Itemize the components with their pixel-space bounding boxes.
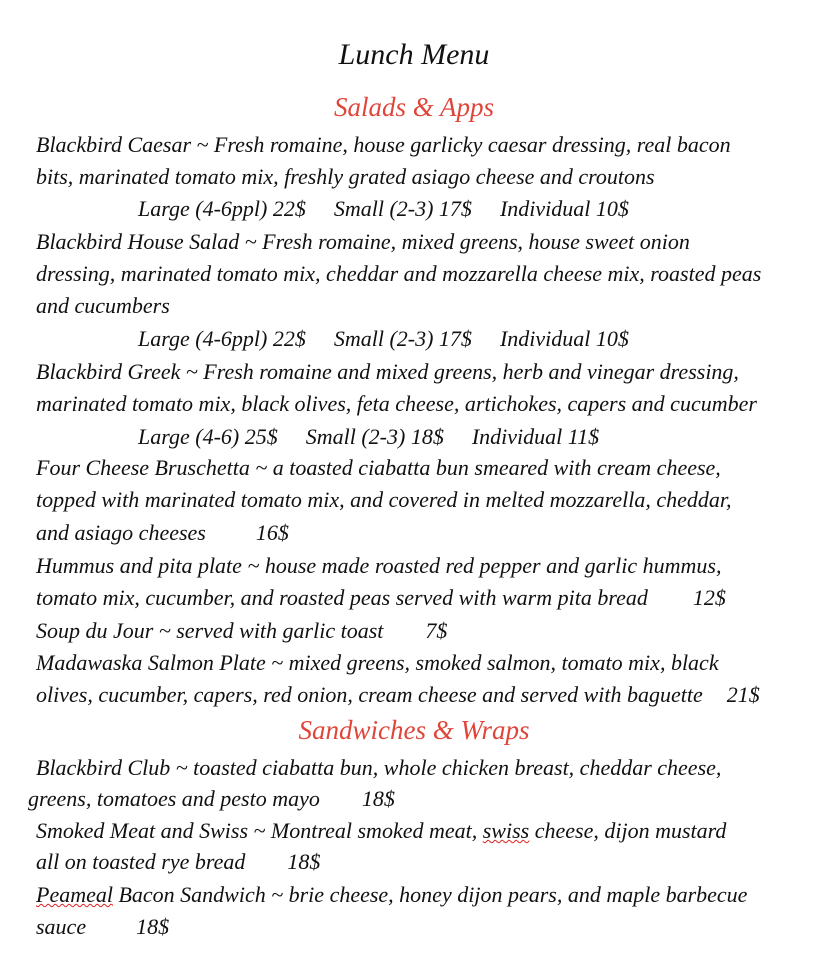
menu-item-club: Blackbird Club ~ toasted ciabatta bun, whole chicken breast, cheddar cheese, [36,755,722,780]
desc-text: cheese, dijon mustard [529,818,727,843]
desc-text: tomato mix, cucumber, and roasted peas served with warm pita bread [36,585,648,610]
caesar-sizes [138,195,629,223]
desc-text: all on toasted rye bread [36,849,246,874]
size-price: Large (4-6) 25$ [138,424,278,449]
desc-text: Bacon Sandwich ~ brie cheese, honey dijon pears, and maple barbecue [112,882,748,907]
desc-text: olives, cucumber, capers, red onion, cream cheese and served with baguette [36,682,703,707]
misspelled-word[interactable]: swiss [482,818,530,843]
menu-item-greek-desc: marinated tomato mix, black olives, feta cheese, artichokes, capers and cucumber [36,391,757,416]
page-title: Lunch Menu [338,38,490,71]
greek-sizes [138,423,599,451]
section-heading-sandwiches: Sandwiches & Wraps [298,715,530,745]
size-price: Large (4-6ppl) 22$ [138,196,306,221]
menu-item-house-salad: Blackbird House Salad ~ Fresh romaine, mixed greens, house sweet onion [36,229,690,254]
menu-item-smoked-meat [36,817,726,845]
menu-item-greek: Blackbird Greek ~ Fresh romaine and mixed greens, herb and vinegar dressing, [36,359,739,384]
price: 18$ [136,914,170,939]
desc-text: and asiago cheeses [36,520,206,545]
section-heading-salads: Salads & Apps [333,92,495,122]
menu-item-hummus: Hummus and pita plate ~ house made roasted red pepper and garlic hummus, [36,553,722,578]
menu-item-peameal [36,881,747,909]
size-price: Small (2-3) 17$ [333,326,472,351]
price: 18$ [287,849,321,874]
menu-item-soup [36,617,447,645]
menu-item-peameal-desc [36,913,169,941]
menu-item-bruschetta-desc: topped with marinated tomato mix, and covered in melted mozzarella, cheddar, [36,487,732,512]
menu-item-smoked-desc [36,848,320,876]
menu-item-house-desc: and cucumbers [36,293,170,318]
price: 16$ [255,520,289,545]
size-price: Individual 10$ [499,196,629,221]
misspelled-word[interactable]: Peameal [36,882,113,907]
price: 12$ [692,585,726,610]
menu-item-salmon-desc [36,681,760,709]
size-price: Small (2-3) 18$ [305,424,444,449]
menu-item-caesar-desc: bits, marinated tomato mix, freshly grated asiago cheese and croutons [36,164,655,189]
house-sizes [138,325,629,353]
menu-item-club-desc [28,785,395,813]
size-price: Individual 10$ [499,326,629,351]
menu-item-salmon: Madawaska Salmon Plate ~ mixed greens, smoked salmon, tomato mix, black [36,650,719,675]
price: 7$ [425,618,448,643]
size-price: Large (4-6ppl) 22$ [138,326,306,351]
desc-text: sauce [36,914,87,939]
menu-item-caesar: Blackbird Caesar ~ Fresh romaine, house garlicky caesar dressing, real bacon [36,132,731,157]
price: 21$ [726,682,760,707]
price: 18$ [361,786,395,811]
desc-text: Soup du Jour ~ served with garlic toast [36,618,384,643]
desc-text: Smoked Meat and Swiss ~ Montreal smoked meat, [36,818,483,843]
menu-item-bruschetta-desc [36,519,289,547]
menu-item-house-desc: dressing, marinated tomato mix, cheddar and mozzarella cheese mix, roasted peas [36,261,762,286]
size-price: Individual 11$ [471,424,600,449]
menu-item-hummus-desc [36,584,726,612]
desc-text: greens, tomatoes and pesto mayo [28,786,320,811]
size-price: Small (2-3) 17$ [333,196,472,221]
menu-item-bruschetta: Four Cheese Bruschetta ~ a toasted ciabatta bun smeared with cream cheese, [36,455,721,480]
